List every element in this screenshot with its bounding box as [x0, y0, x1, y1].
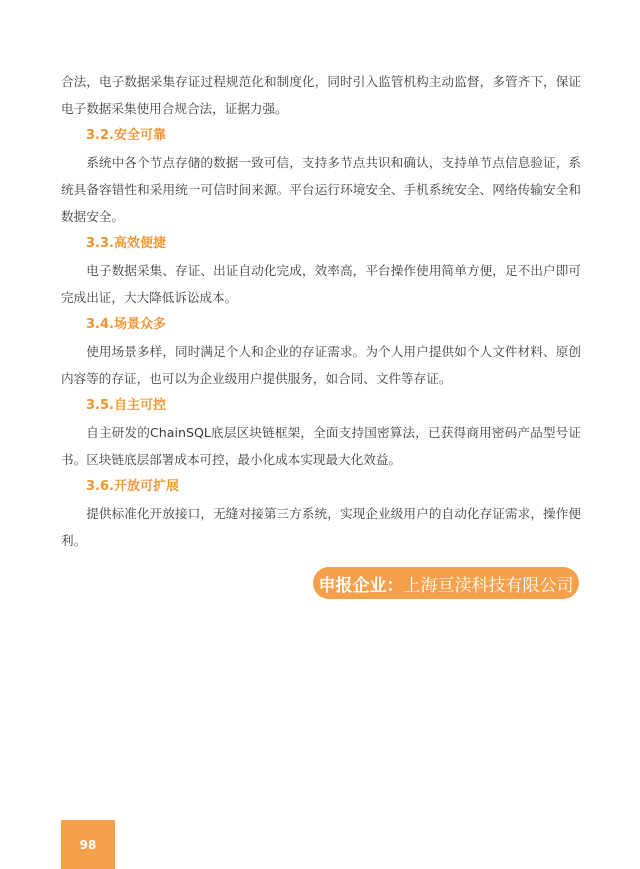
paragraph-extensibility: 提供标准化开放接口，无缝对接第三方系统，实现企业级用户的自动化存证需求，操作便利。 [61, 506, 581, 548]
paragraph-autonomy: 自主研发的ChainSQL底层区块链框架，全面支持国密算法，已获得商用密码产品型号证书。区块链底层部署成本可控，最小化成本实现最大化效益。 [61, 425, 581, 467]
paragraph-security: 系统中各个节点存储的数据一致可信，支持多节点共识和确认，支持单节点信息验证，系统具备容错性和采用统一可信时间来源。平台运行环境安全、手机系统安全、网络传输安全和数据安全。 [61, 155, 581, 224]
section-heading-autonomy: 3.5.自主可控 [86, 398, 166, 413]
article-body [61, 68, 581, 554]
applicant-badge [313, 567, 579, 599]
section-heading-efficiency: 3.3.高效便捷 [86, 236, 166, 251]
section-heading-scenarios: 3.4.场景众多 [86, 317, 166, 332]
paragraph-scenarios: 使用场景多样，同时满足个人和企业的存证需求。为个人用户提供如个人文件材料、原创内容等的存证，也可以为企业级用户提供服务，如合同、文件等存证。 [61, 344, 581, 386]
paragraph-intro: 合法，电子数据采集存证过程规范化和制度化，同时引入监管机构主动监督，多管齐下，保证电子数据采集使用合规合法，证据力强。 [61, 74, 581, 116]
applicant-label: 申报企业： [318, 575, 404, 596]
paragraph-efficiency: 电子数据采集、存证、出证自动化完成，效率高，平台操作使用简单方便，足不出户即可完成出证，大大降低诉讼成本。 [61, 263, 581, 305]
section-heading-security: 3.2.安全可靠 [86, 128, 166, 143]
page-number: 98 [61, 820, 115, 869]
applicant-company: 上海亘渎科技有限公司 [403, 575, 574, 596]
section-heading-extensibility: 3.6.开放可扩展 [86, 479, 179, 494]
